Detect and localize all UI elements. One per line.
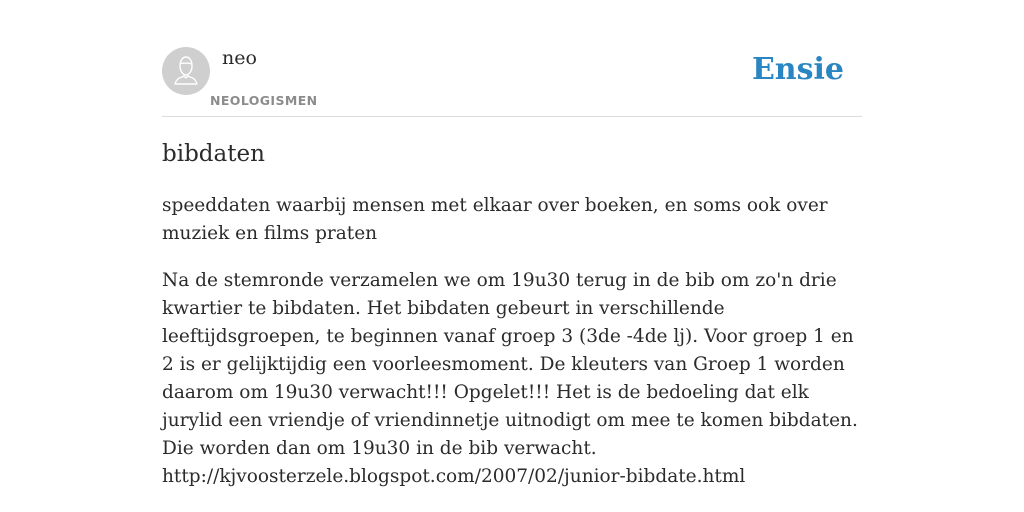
brand-logo[interactable]: Ensie bbox=[751, 52, 844, 87]
author-avatar[interactable] bbox=[162, 47, 210, 95]
user-silhouette-icon bbox=[162, 47, 210, 95]
category-label[interactable]: NEOLOGISMEN bbox=[210, 93, 318, 108]
word-title: bibdaten bbox=[162, 141, 265, 167]
author-name[interactable]: neo bbox=[222, 47, 257, 69]
source-link[interactable]: http://kjvoosterzele.blogspot.com/2007/02/junior-bibdate.html bbox=[162, 466, 746, 487]
definition-text: speeddaten waarbij mensen met elkaar over boeken, en soms ook over muziek en films praten bbox=[162, 195, 828, 244]
example-text: Na de stemronde verzamelen we om 19u30 terug in de bib om zo'n drie kwartier te bibdaten. Het bibdaten gebeurt in verschillende leeftijdsgroepen, te beginnen vanaf groep 3 (3de -4de lj). Voor groep 1 en 2 is er gelijktijdig een voorleesmoment. De kleuters van Groep 1 worden daarom om 19u30 verwacht!!! Opgelet!!! Het is de bedoeling dat elk jurylid een vriendje of vriendinnetje uitnodigt om mee te komen bibdaten. Die worden dan om 19u30 in de bib verwacht. bbox=[162, 270, 858, 459]
example-block bbox=[162, 267, 862, 491]
card-header bbox=[162, 0, 862, 117]
definition-card bbox=[162, 0, 862, 512]
